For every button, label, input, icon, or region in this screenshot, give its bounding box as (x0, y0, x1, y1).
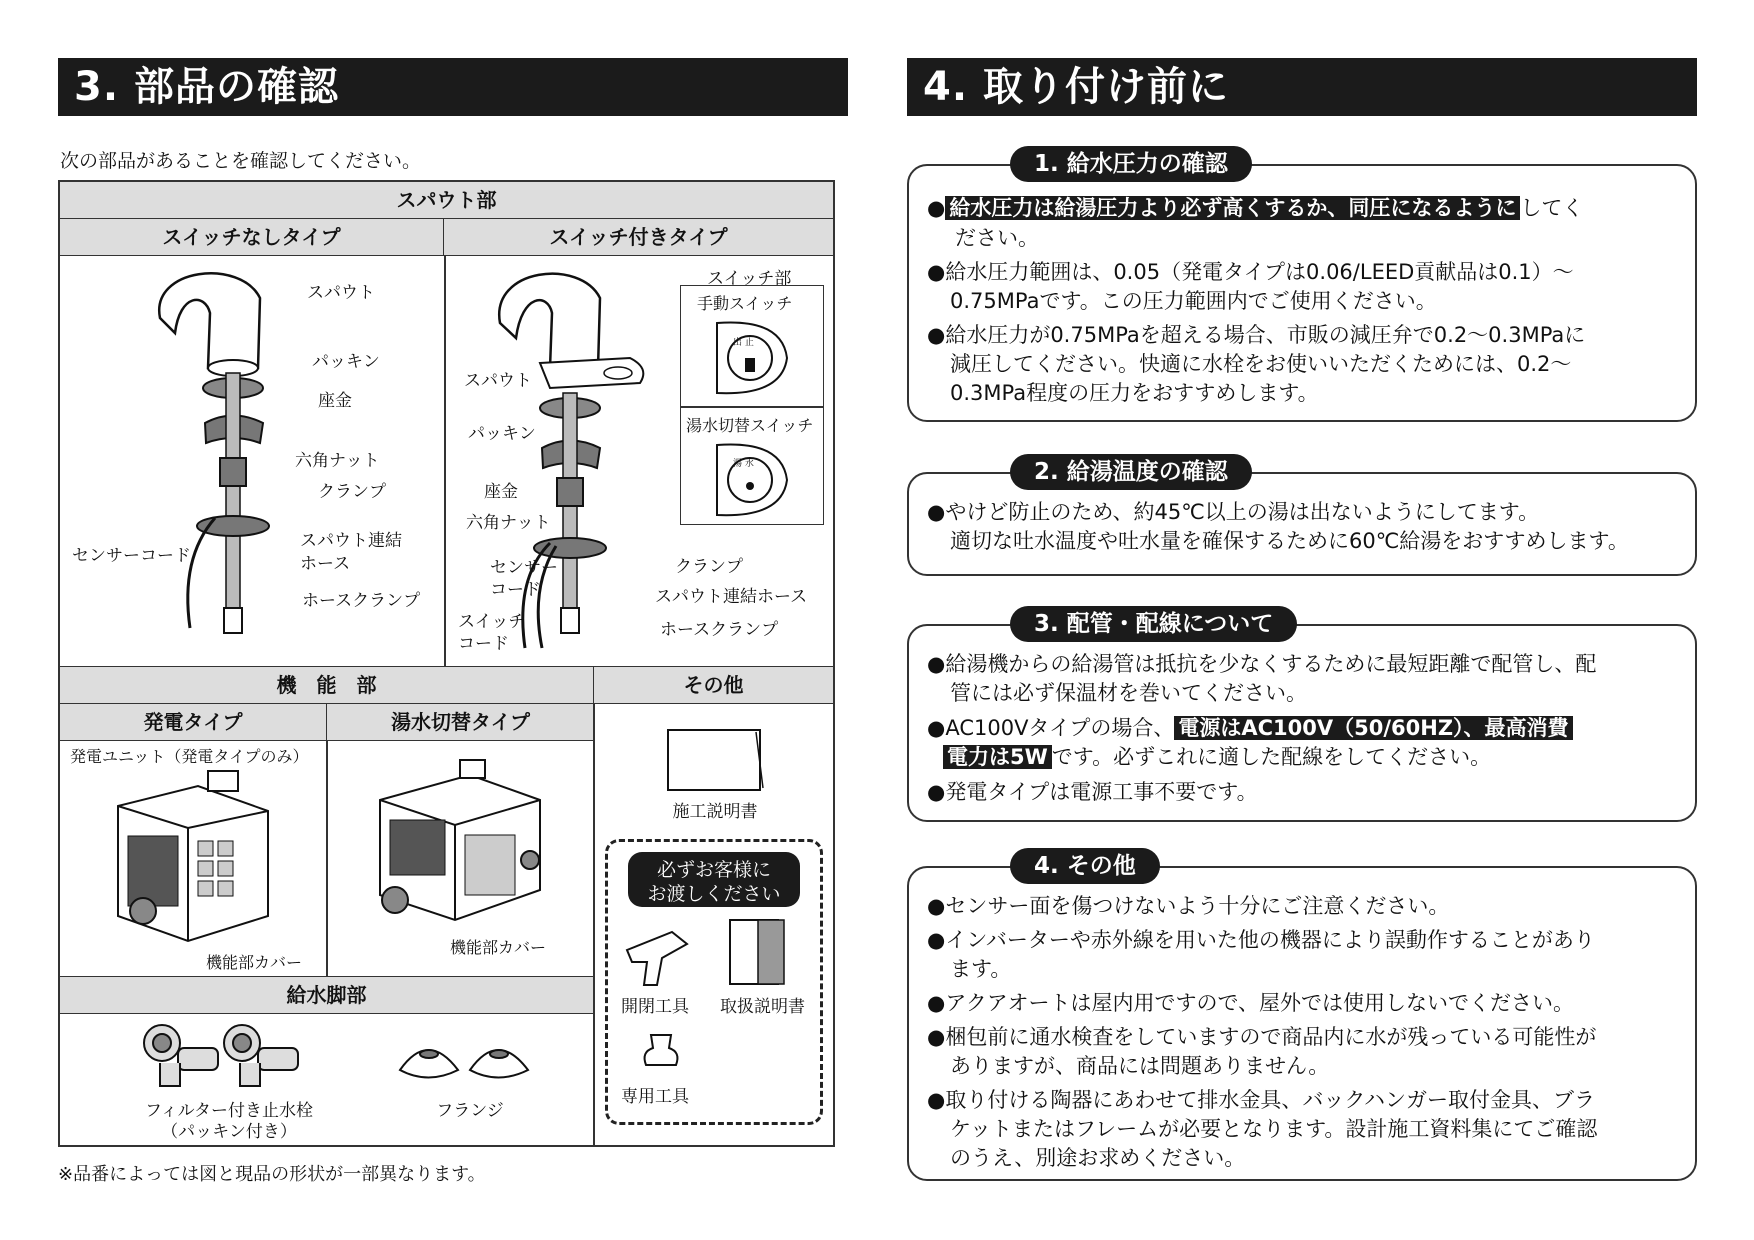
section-3-title: 3. 部品の確認 (58, 58, 848, 116)
flange-label: フランジ (436, 1101, 504, 1121)
no-switch-header: スイッチなしタイプ (60, 219, 444, 256)
label-spout-b: スパウト (464, 371, 532, 391)
s1-highlight: 給水圧力は給湯圧力より必ず高くするか、同圧になるように (945, 196, 1520, 220)
supply-pressure-title: 1. 給水圧力の確認 (1010, 146, 1252, 182)
divider (680, 406, 824, 408)
label-washer: 座金 (318, 391, 352, 411)
gen-unit-label: 発電ユニット（発電タイプのみ） (70, 747, 309, 766)
label-hose-1: スパウト連結 (300, 531, 402, 551)
divider (444, 256, 446, 666)
s4-line-3: ●アクアオートは屋内用ですので、屋外では使用しないでください。 (927, 991, 1575, 1015)
stop-valve-label-1: フィルター付き止水栓 (145, 1101, 313, 1121)
s4-line-2b: ます。 (950, 957, 1012, 981)
label-sensor-b2: コード (490, 580, 541, 600)
label-hose-clamp: ホースクランプ (302, 591, 421, 611)
s1-l1-rest: してく (1520, 196, 1584, 220)
s3-line-2b (943, 743, 1491, 772)
instructions-label: 取扱説明書 (720, 997, 805, 1017)
special-tool-illustration (636, 1030, 686, 1074)
label-hex-nut-b: 六角ナット (466, 513, 551, 533)
label-switch-cord-1: スイッチ (458, 612, 526, 632)
divider (593, 704, 595, 1147)
s4-line-5b: ケットまたはフレームが必要となります。設計施工資料集にてご確認 (950, 1117, 1598, 1141)
hot-water-temp-title: 2. 給湯温度の確認 (1010, 454, 1252, 490)
manual-switch-label: 手動スイッチ (697, 294, 793, 313)
s1-line-3a: ●給水圧力が0.75MPaを超える場合、市販の減圧弁で0.2～0.3MPaに (927, 323, 1586, 347)
s1-line-2a: ●給水圧力範囲は、0.05（発電タイプは0.06/LEED貢献品は0.1）～ (927, 260, 1574, 284)
special-tool-label: 専用工具 (621, 1087, 689, 1107)
section-4-title: 4. 取り付け前に (907, 58, 1697, 116)
cover-label-b: 機能部カバー (450, 938, 547, 957)
s3-highlight-1: 電源はAC100V（50/60HZ）、最高消費 (1174, 716, 1572, 740)
manual-label: 施工説明書 (672, 802, 758, 822)
s3-line-1b: 管には必ず保温材を巻いてください。 (950, 681, 1307, 705)
other-header: その他 (594, 667, 833, 704)
s1-line-1: ● 給水圧力は給湯圧力より必ず高くするか、同圧になるように してく (927, 196, 1584, 220)
label-packing-b: パッキン (468, 424, 536, 444)
s2-line-1b: 適切な吐水温度や吐水量を確保するために60℃給湯をおすすめします。 (950, 529, 1629, 553)
manual-switch-icon (712, 318, 792, 398)
instructions-doc-illustration (728, 918, 788, 988)
gen-type-header: 発電タイプ (60, 704, 327, 741)
label-hose-b: スパウト連結ホース (655, 587, 808, 607)
label-hose-2: ホース (300, 554, 351, 574)
label-spout: スパウト (307, 283, 375, 303)
s3-line-2a (927, 714, 1573, 743)
label-washer-b: 座金 (484, 482, 518, 502)
hot-cold-switch-sub: 湯 水 (733, 459, 754, 469)
s4-line-4b: ありますが、商品には問題ありません。 (950, 1054, 1330, 1078)
s4-line-1: ●センサー面を傷つけないよう十分にご注意ください。 (927, 894, 1450, 918)
intro-text: 次の部品があることを確認してください。 (60, 150, 422, 172)
s4-line-5a: ●取り付ける陶器にあわせて排水金具、バックハンガー取付金具、ブラ (927, 1088, 1596, 1112)
cover-label-a: 機能部カバー (206, 953, 303, 972)
switch-type-header: 湯水切替タイプ (327, 704, 594, 741)
switch-unit-illustration (370, 760, 550, 935)
s3-l2b-rest: です。必ずこれに適した配線をしてください。 (1051, 745, 1492, 769)
water-leg-header: 給水脚部 (60, 977, 593, 1014)
manual-switch-sub: 出 止 (733, 338, 754, 348)
label-sensor-cord: センサーコード (72, 546, 191, 566)
s4-line-5c: のうえ、別途お求めください。 (950, 1146, 1246, 1170)
with-switch-header: スイッチ付きタイプ (444, 219, 833, 256)
open-tool-illustration (622, 930, 692, 990)
label-sensor-b1: センサー (490, 558, 558, 578)
hand-over-text-2: お渡しください (647, 883, 781, 905)
manual-doc-illustration (666, 728, 766, 794)
spout-header: スパウト部 (60, 182, 833, 219)
label-clamp-b: クランプ (675, 557, 743, 577)
switch-part-title: スイッチ部 (707, 269, 792, 289)
stop-valve-label-2: （パッキン付き） (161, 1122, 297, 1142)
open-tool-label: 開閉工具 (621, 997, 689, 1017)
s4-line-2a: ●インバーターや赤外線を用いた他の機器により誤動作することがあり (927, 928, 1595, 952)
label-hose-clamp-b: ホースクランプ (660, 620, 779, 640)
stop-valve-illustration (140, 1018, 320, 1093)
label-switch-cord-2: コード (458, 634, 509, 654)
flange-illustration (398, 1040, 538, 1090)
s1-line-2b: 0.75MPaです。この圧力範囲内でご使用ください。 (950, 289, 1437, 313)
s1-line-1b: ださい。 (955, 226, 1039, 250)
gen-unit-illustration (108, 766, 278, 956)
hot-cold-switch-label: 湯水切替スイッチ (686, 416, 814, 435)
s3-l2-pre: ●AC100Vタイプの場合、 (927, 716, 1175, 740)
divider (326, 741, 328, 976)
footnote: ※品番によっては図と現品の形状が一部異なります。 (58, 1164, 486, 1185)
spout-no-switch-illustration (140, 258, 300, 658)
other-notes-title: 4. その他 (1010, 848, 1160, 884)
function-header: 機 能 部 (60, 667, 594, 704)
s1-line-3c: 0.3MPa程度の圧力をおすすめします。 (950, 381, 1319, 405)
hand-over-text-1: 必ずお客様に (656, 859, 771, 881)
s3-line-1a: ●給湯機からの給湯管は抵抗を少なくするために最短距離で配管し、配 (927, 652, 1597, 676)
hot-cold-switch-icon (712, 440, 792, 520)
label-hex-nut: 六角ナット (295, 451, 380, 471)
s1-line-3b: 減圧してください。快適に水栓をお使いいただくためには、0.2～ (950, 352, 1572, 376)
label-packing: パッキン (312, 352, 380, 372)
s3-highlight-2: 電力は5W (943, 745, 1052, 769)
label-clamp: クランプ (318, 482, 386, 502)
s3-line-3: ●発電タイプは電源工事不要です。 (927, 780, 1258, 804)
s2-line-1a: ●やけど防止のため、約45℃以上の湯は出ないようにしてます。 (927, 500, 1540, 524)
piping-wiring-title: 3. 配管・配線について (1010, 606, 1297, 642)
s4-line-4a: ●梱包前に通水検査をしていますので商品内に水が残っている可能性が (927, 1025, 1597, 1049)
